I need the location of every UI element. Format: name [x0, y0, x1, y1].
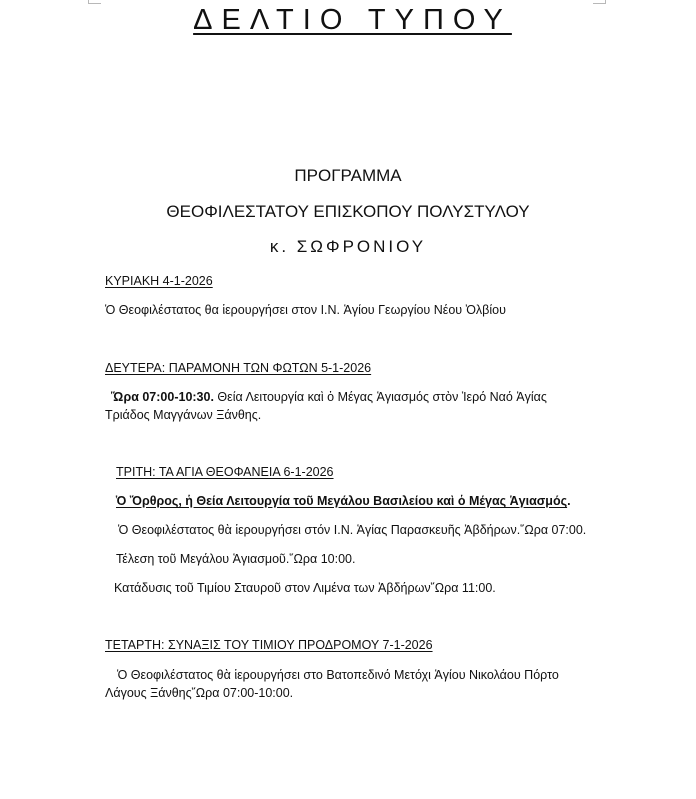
day-4-title: ΤΕΤΑΡΤΗ: ΣΥΝΑΞΙΣ ΤΟΥ ΤΙΜΙΟΥ ΠΡΟΔΡΟΜΟΥ 7-1-2026	[105, 638, 433, 652]
day-2-time: Ὥρα 07:00-10:30.	[111, 390, 214, 404]
day-3-subtitle: Ὁ Ὄρθρος, ἡ Θεία Λειτουργία τοῦ Μεγάλου Βασιλείου καὶ ὁ Μέγας Ἁγιασμός	[116, 494, 568, 508]
day-3-subtitle-block: Ὁ Ὄρθρος, ἡ Θεία Λειτουργία τοῦ Μεγάλου Βασιλείου καὶ ὁ Μέγας Ἁγιασμός.	[116, 494, 571, 508]
day-1-text: Ὁ Θεοφιλέστατος θα ἱερουργήσει στον Ι.Ν. Ἁγίου Γεωργίου Νέου Ὀλβίου	[105, 303, 506, 317]
day-4-text: Ὁ Θεοφιλέστατος θὰ ἱερουργήσει στο Βατοπεδινό Μετόχι Ἁγίου Νικολάου Πόρτο Λάγους Ξάνθης῞Ωρα 07:00-10:00.	[105, 668, 559, 700]
day-3-title: ΤΡΙΤΗ: ΤΑ ΑΓΙΑ ΘΕΟΦΑΝΕΙΑ 6-1-2026	[116, 465, 334, 479]
program-heading: ΠΡΟΓΡΑΜΜΑ	[294, 166, 402, 185]
day-2-title: ΔΕΥΤΕΡΑ: ΠΑΡΑΜΟΝΗ ΤΩΝ ΦΩΤΩΝ 5-1-2026	[105, 361, 372, 375]
bishop-title: ΘΕΟΦΙΛΕΣΤΑΤΟΥ ΕΠΙΣΚΟΠΟΥ ΠΟΛΥΣΤΥΛΟΥ	[166, 202, 530, 221]
day-1-title: ΚΥΡΙΑΚΗ 4-1-2026	[105, 274, 213, 288]
bishop-name: κ. ΣΩΦΡΟΝΙΟΥ	[269, 237, 427, 256]
day-2-text-block	[105, 388, 575, 424]
day-3-line-2: Τέλεση τοῦ Μεγάλου Ἁγιασμοῦ.῞Ωρα 10:00.	[116, 552, 356, 566]
day-3-line-3: Κατάδυσις τοῦ Τιμίου Σταυροῦ στον Λιμένα των Ἀβδήρων῞Ωρα 11:00.	[114, 581, 496, 595]
day-3-line-1: Ὁ Θεοφιλέστατος θὰ ἱερουργήσει στόν Ι.Ν. Ἁγίας Παρασκευῆς Ἀβδήρων.῞Ωρα 07:00.	[118, 523, 587, 537]
day-2-text: Θεία Λειτουργία καὶ ὁ Μέγας Ἁγιασμός στὸν Ἱερό Ναό Ἁγίας Τριάδος Μαγγάνων Ξάνθης.	[105, 390, 547, 422]
document-title: ΔΕΛΤΙΟ ΤΥΠΟΥ	[193, 4, 512, 36]
